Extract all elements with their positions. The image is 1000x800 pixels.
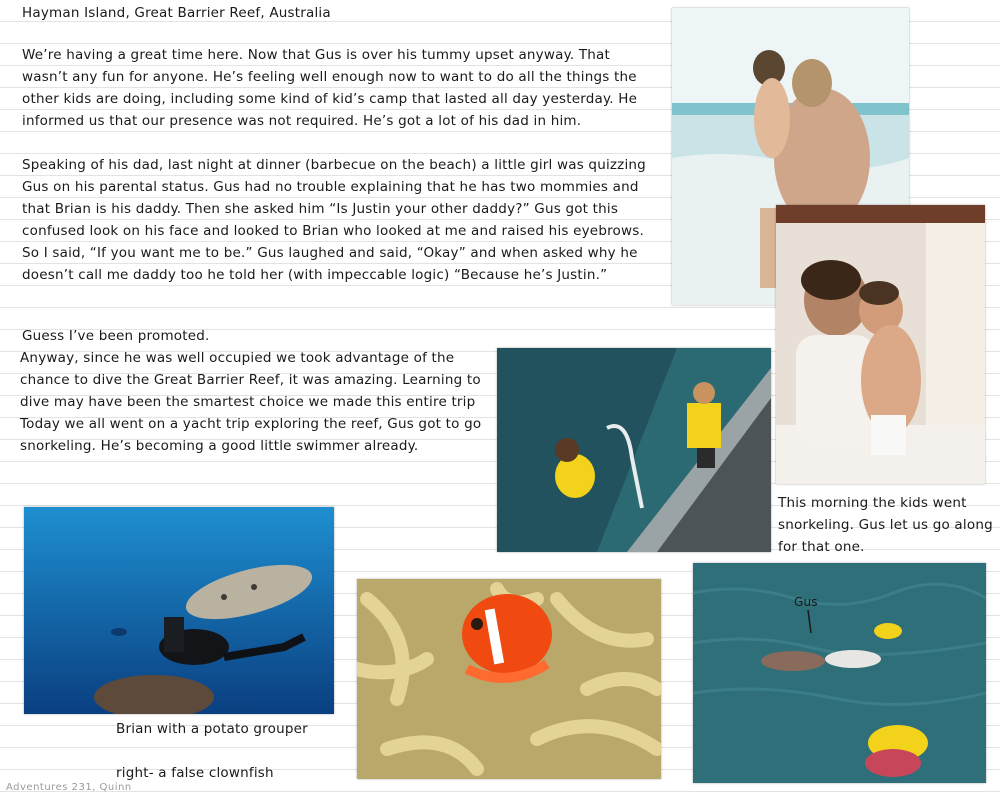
photo-clownfish: [357, 579, 661, 779]
journal-paragraph-3: Guess I’ve been promoted.: [22, 328, 210, 344]
journal-paragraph-4: Anyway, since he was well occupied we took advantage of the chance to dive the Great Barrier Reef, it was amazing. Learning to dive may have been the smartest choice we made this entire trip Today we all went on a yacht trip exploring the reef, Gus got to go snorkeling. He’s becoming a good little swimmer already.: [20, 350, 482, 454]
photo-kids-ladder: [497, 348, 771, 552]
journal-paragraph-2: Speaking of his dad, last night at dinner (barbecue on the beach) a little girl was quizzing Gus on his parental status. Gus had no trouble explaining that he has two mommies and that Brian is his daddy. Then she asked him “Is Justin your other daddy?” Gus got this confused look on his face and looked to Brian who looked at me and raised his eyebrows. So I said, “If you want me to be.” Gus laughed and said, “Okay” and when asked why he doesn’t call me daddy too he told her (with impeccable logic) “Because he’s Justin.”: [22, 157, 646, 283]
journal-paragraph-1: We’re having a great time here. Now that Gus is over his tummy upset anyway. That wasn’t any fun for anyone. He’s feeling well enough now to want to do all the things the other kids are doing, including some kind of kid’s camp that lasted all day yesterday. He informed us that our presence was not required. He’s got a lot of his dad in him.: [22, 47, 638, 129]
caption-grouper: Brian with a potato grouper: [116, 721, 308, 737]
page-title: Hayman Island, Great Barrier Reef, Australia: [22, 5, 331, 21]
photo-bed-father-son: [776, 205, 985, 484]
gus-label: Gus: [794, 595, 818, 609]
caption-clownfish: right- a false clownfish: [116, 765, 274, 781]
photo-diver-grouper: [24, 507, 334, 714]
photo-group-snorkeling: [693, 563, 986, 783]
caption-kids-snorkel: This morning the kids went snorkeling. Gus let us go along for that one.: [778, 495, 993, 555]
credit-watermark: Adventures 231, Quinn: [6, 782, 132, 793]
